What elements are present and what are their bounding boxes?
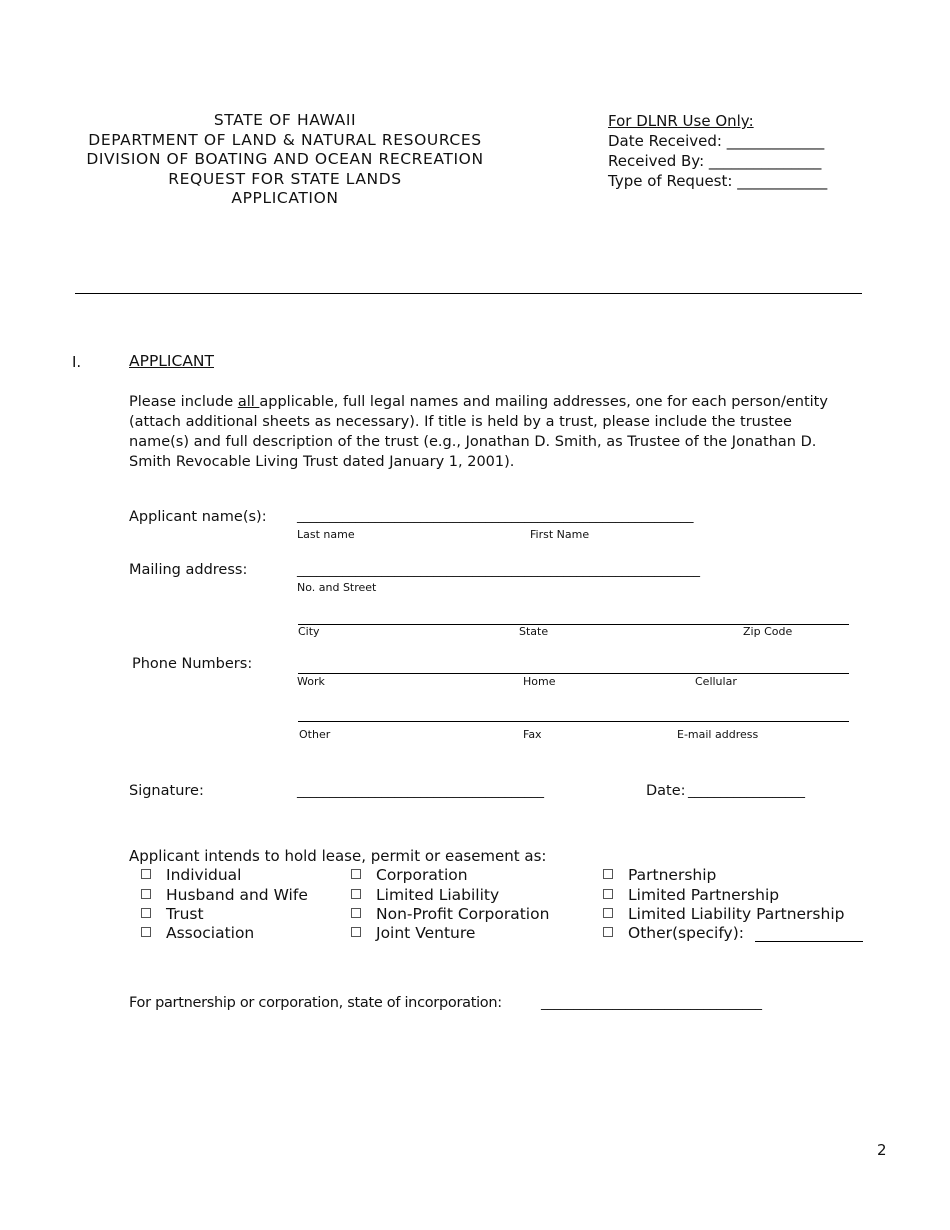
sublabel-first-name: First Name [530, 528, 590, 541]
sublabel-email: E-mail address [677, 728, 759, 741]
checkbox-limited-partnership[interactable] [603, 886, 779, 904]
phone-line-2[interactable] [298, 721, 849, 722]
header-division: DIVISION OF BOATING AND OCEAN RECREATION [86, 150, 484, 168]
checkbox-icon [351, 908, 361, 918]
dlnr-title: For DLNR Use Only: [608, 112, 754, 130]
checkbox-limited-liability[interactable] [351, 886, 499, 904]
instructions-text: applicable, full legal names and mailing addresses, one for each person/entity [259, 394, 828, 410]
checkbox-icon [351, 927, 361, 937]
sublabel-last-name: Last name [297, 528, 355, 541]
signature-label: Signature: [129, 783, 204, 799]
sublabel-city: City [298, 625, 320, 638]
sublabel-state: State [519, 625, 549, 638]
checkbox-label: Non-Profit Corporation [376, 905, 550, 923]
incorporation-label: For partnership or corporation, state of incorporation: [129, 995, 502, 1011]
sublabel-street: No. and Street [297, 581, 377, 594]
phone-numbers-label: Phone Numbers: [132, 656, 253, 672]
sublabel-zip: Zip Code [743, 625, 793, 638]
checkbox-icon [603, 908, 613, 918]
checkbox-label: Joint Venture [376, 924, 476, 942]
section-number: I. [72, 353, 82, 371]
checkbox-partnership[interactable] [603, 866, 716, 884]
checkbox-label: Limited Liability [376, 886, 500, 904]
checkbox-icon [603, 889, 613, 899]
instructions-text: name(s) and full description of the trust (e.g., Jonathan D. Smith, as Trustee of the Jonathan D. [129, 434, 817, 450]
checkbox-icon [603, 869, 613, 879]
page-number: 2 [877, 1141, 887, 1159]
checkbox-icon [141, 908, 151, 918]
instructions-emphasis: all [237, 394, 260, 410]
checkbox-label: Corporation [376, 866, 468, 884]
phone-line-1[interactable] [298, 673, 849, 674]
sublabel-other: Other [299, 728, 331, 741]
checkbox-label: Husband and Wife [166, 886, 308, 904]
checkbox-label: Association [166, 924, 255, 942]
checkbox-icon [141, 869, 151, 879]
dlnr-use-only-box [608, 111, 827, 191]
form-header [60, 111, 510, 209]
mailing-street-field[interactable]: ______________________________________________________________ [297, 563, 700, 578]
signature-field[interactable]: ______________________________________ [297, 784, 544, 799]
section-title: APPLICANT [129, 352, 214, 370]
checkbox-individual[interactable] [141, 866, 242, 884]
holding-prompt: Applicant intends to hold lease, permit or easement as: [129, 847, 547, 865]
checkbox-other-specify[interactable] [603, 924, 744, 942]
instructions-text: Please include [129, 394, 238, 410]
checkbox-association[interactable] [141, 924, 254, 942]
checkbox-trust[interactable] [141, 905, 204, 923]
sublabel-work: Work [297, 675, 325, 688]
instructions-paragraph [129, 392, 849, 472]
checkbox-non-profit-corporation[interactable] [351, 905, 549, 923]
checkbox-label: Individual [166, 866, 242, 884]
header-department: DEPARTMENT OF LAND & NATURAL RESOURCES [88, 130, 482, 149]
checkbox-label: Limited Liability Partnership [628, 905, 845, 923]
instructions-text: (attach additional sheets as necessary). If title is held by a trust, please include the trustee [129, 414, 792, 430]
checkbox-label: Limited Partnership [628, 886, 780, 904]
sublabel-cellular: Cellular [695, 675, 737, 688]
dlnr-date-received[interactable]: Date Received: _____________ [608, 132, 825, 150]
applicant-name-label: Applicant name(s): [129, 509, 267, 525]
mailing-address-label: Mailing address: [129, 562, 248, 578]
instructions-text: Smith Revocable Living Trust dated January 1, 2001). [129, 454, 515, 470]
header-state: STATE OF HAWAII [213, 111, 357, 129]
header-request: REQUEST FOR STATE LANDS [168, 169, 402, 188]
checkbox-husband-and-wife[interactable] [141, 886, 308, 904]
header-application: APPLICATION [231, 189, 339, 207]
checkbox-corporation[interactable] [351, 866, 468, 884]
checkbox-label: Trust [166, 905, 204, 923]
checkbox-icon [141, 927, 151, 937]
checkbox-icon [351, 889, 361, 899]
checkbox-icon [141, 889, 151, 899]
date-field[interactable]: __________________ [688, 784, 805, 799]
checkbox-icon [603, 927, 613, 937]
incorporation-field[interactable]: __________________________________ [541, 996, 762, 1011]
dlnr-type-of-request[interactable]: Type of Request: ____________ [608, 172, 828, 190]
date-label: Date: [646, 783, 686, 799]
checkbox-limited-liability-partnership[interactable] [603, 905, 844, 923]
sublabel-fax: Fax [523, 728, 542, 741]
checkbox-label: Other(specify): [628, 924, 744, 942]
header-divider [75, 293, 862, 294]
applicant-name-field[interactable]: _____________________________________________________________ [297, 509, 694, 524]
checkbox-label: Partnership [628, 866, 717, 884]
checkbox-icon [351, 869, 361, 879]
checkbox-joint-venture[interactable] [351, 924, 475, 942]
sublabel-home: Home [523, 675, 556, 688]
other-specify-line[interactable] [755, 941, 863, 942]
dlnr-received-by[interactable]: Received By: _______________ [608, 152, 822, 170]
